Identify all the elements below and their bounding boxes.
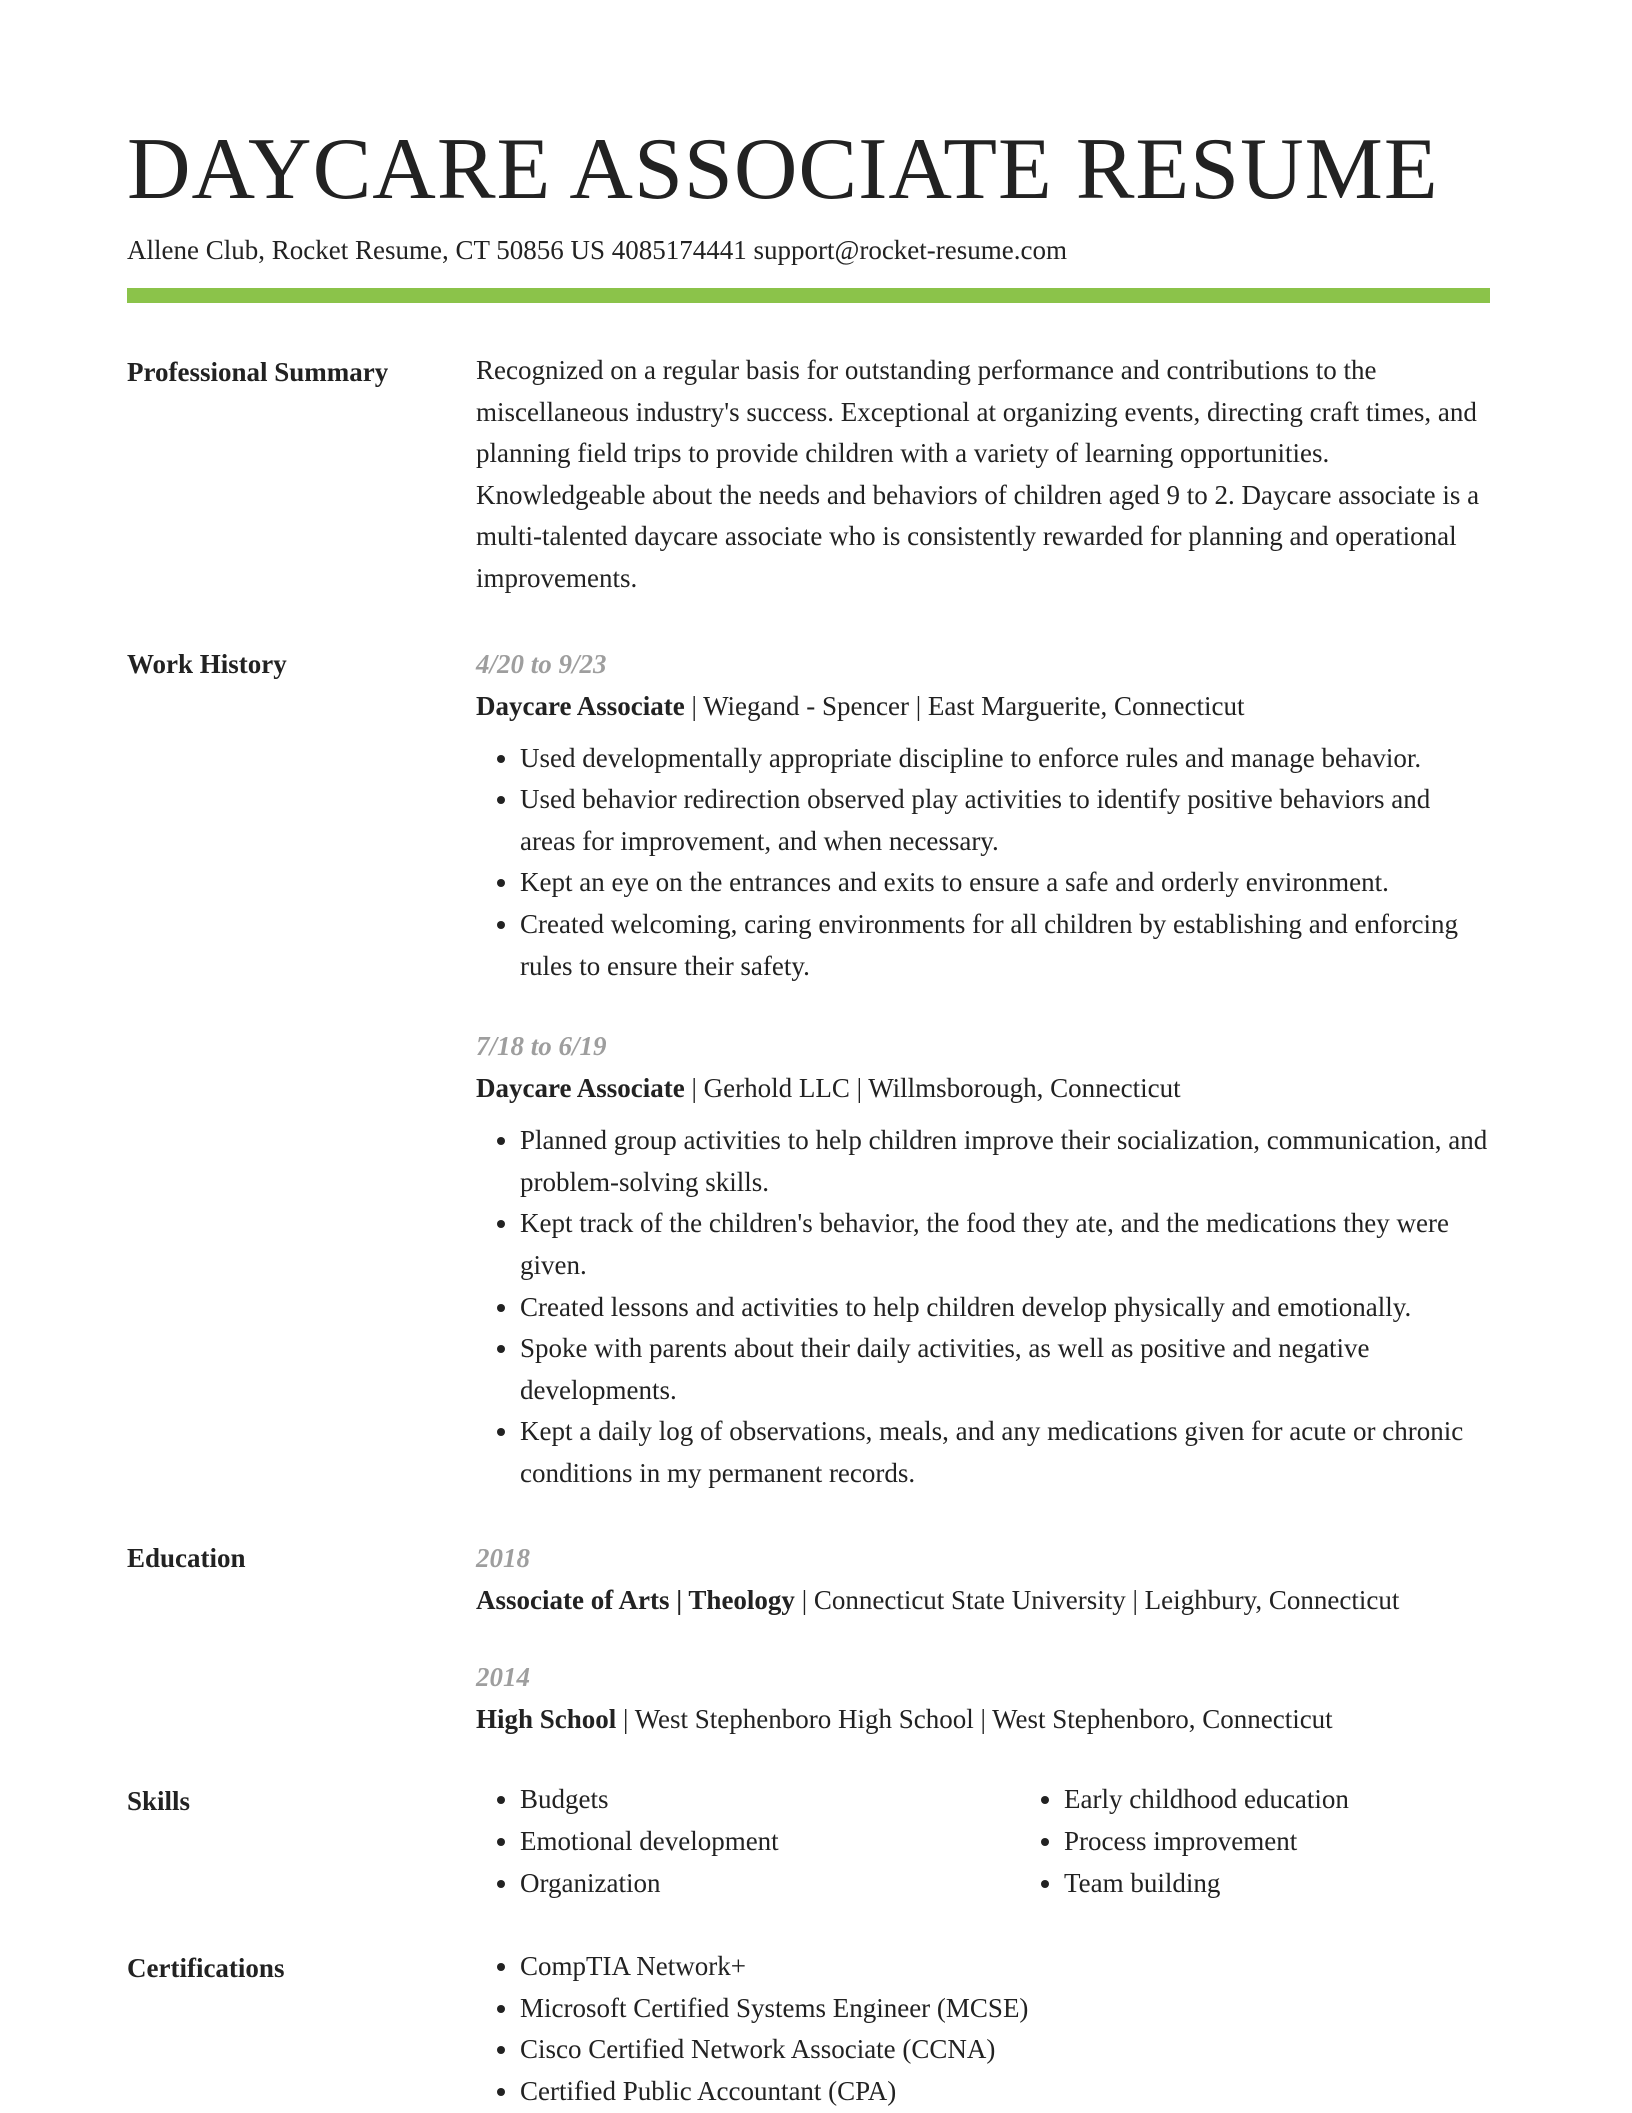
list-item: • Early childhood education (1064, 1779, 1564, 1821)
education-details: | West Stephenboro High School | West Stephenboro, Connecticut (616, 1704, 1333, 1735)
job-title: Daycare Associate (476, 690, 685, 721)
list-item: • Kept a daily log of observations, meals, and any medications given for acute or chronic conditions in my permanent records. (520, 1411, 1490, 1494)
section-label-education: Education (127, 1543, 246, 1574)
resume-title: DAYCARE ASSOCIATE RESUME (127, 121, 1439, 218)
job-duties (476, 738, 1490, 988)
education-heading (476, 1701, 1490, 1737)
list-item: • Microsoft Certified Systems Engineer (MCSE) (520, 1988, 1490, 2030)
list-item: • Certified Public Accountant (CPA) (520, 2071, 1490, 2113)
section-label-certifications: Certifications (127, 1953, 285, 1984)
list-item: • Used behavior redirection observed play activities to identify positive behaviors and areas for improvement, and when necessary. (520, 779, 1490, 862)
list-item: • Spoke with parents about their daily activities, as well as positive and negative developments. (520, 1328, 1490, 1411)
skills-columns (476, 1779, 1564, 1904)
list-item: • CompTIA Network+ (520, 1946, 1490, 1988)
section-label-summary: Professional Summary (127, 357, 389, 387)
certifications-list (476, 1946, 1490, 2112)
work-history-section (127, 648, 1490, 1495)
education-entry (476, 1659, 1490, 1737)
education-degree: Associate of Arts | Theology (476, 1585, 795, 1616)
education-heading (476, 1582, 1490, 1618)
list-item: • Created lessons and activities to help children develop physically and emotionally. (520, 1287, 1490, 1329)
job-heading (476, 1070, 1490, 1106)
list-item: • Organization (520, 1863, 1020, 1905)
list-item: • Kept track of the children's behavior, the food they ate, and the medications they were given. (520, 1203, 1490, 1286)
list-item: • Planned group activities to help children improve their socialization, communication, and problem-solving skills. (520, 1120, 1490, 1203)
header-divider (127, 288, 1490, 303)
job-details: | Wiegand - Spencer | East Marguerite, Connecticut (684, 690, 1245, 721)
list-item: • Used developmentally appropriate discipline to enforce rules and manage behavior. (520, 738, 1490, 780)
list-item: • Budgets (520, 1779, 1020, 1821)
list-item: • Created welcoming, caring environments for all children by establishing and enforcing rules to ensure their safety. (520, 904, 1490, 987)
section-label-skills: Skills (127, 1786, 191, 1817)
summary-content (476, 356, 1490, 600)
job-dates: 7/18 to 6/19 (476, 1031, 607, 1062)
summary-text: Recognized on a regular basis for outstanding performance and contributions to the miscellaneous industry's success. Exceptional at organizing events, directing craft times, and planning field trips to provide children with a variety of learning opportunities. Knowledgeable about the needs and behaviors of children aged 9 to 2. Daycare associate is a multi-talented daycare associate who is consistently rewarded for planning and operational improvements. (476, 355, 1480, 593)
list-item: • Cisco Certified Network Associate (CCNA) (520, 2029, 1490, 2071)
summary-section (127, 356, 1490, 600)
work-history-content (476, 648, 1490, 1495)
job-dates: 4/20 to 9/23 (476, 648, 607, 679)
job-title: Daycare Associate (476, 1073, 685, 1104)
education-details: | Connecticut State University | Leighbury, Connecticut (794, 1585, 1400, 1616)
section-label-work-history: Work History (127, 648, 287, 679)
list-item: • Kept an eye on the entrances and exits to ensure a safe and orderly environment. (520, 862, 1490, 904)
list-item: • Emotional development (520, 1821, 1020, 1863)
education-year: 2018 (476, 1543, 530, 1574)
education-year: 2014 (476, 1662, 530, 1693)
list-item: • Team building (1064, 1863, 1564, 1905)
skills-content (476, 1785, 1564, 1904)
job-heading (476, 688, 1490, 724)
education-content (476, 1542, 1490, 1737)
education-entry (476, 1540, 1490, 1618)
skills-section (127, 1785, 1490, 1904)
job-entry (476, 1028, 1490, 1494)
job-entry (476, 646, 1490, 988)
job-duties (476, 1120, 1490, 1494)
certifications-section (127, 1952, 1490, 2112)
job-details: | Gerhold LLC | Willmsborough, Connecticut (684, 1073, 1181, 1104)
list-item: • Process improvement (1064, 1821, 1564, 1863)
contact-line: Allene Club, Rocket Resume, CT 50856 US 4085174441 support@rocket-resume.com (127, 235, 1067, 265)
education-section (127, 1542, 1490, 1737)
resume-page (127, 0, 1490, 2113)
education-degree: High School (476, 1704, 617, 1735)
skills-column-2 (1020, 1779, 1564, 1904)
skills-column-1 (476, 1779, 1020, 1904)
certifications-content (476, 1952, 1490, 2112)
